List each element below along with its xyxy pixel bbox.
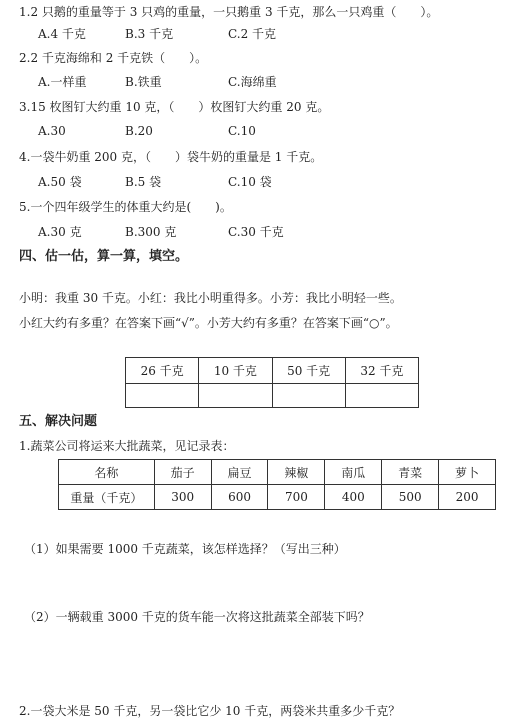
q2-option-b: B.铁重 — [125, 75, 162, 89]
q4-option-c: C.10 袋 — [228, 175, 272, 189]
vegetable-name-cell: 茄子 — [154, 460, 211, 485]
q4-option-b: B.5 袋 — [125, 175, 162, 189]
question-5: 5.一个四年级学生的体重大约是( )。 — [19, 200, 232, 214]
answer-cell[interactable] — [272, 384, 345, 408]
question-3: 3.15 枚图钉大约重 10 克，（ ）枚图钉大约重 20 克。 — [19, 100, 330, 114]
sub-question-2: （2）一辆载重 3000 千克的货车能一次将这批蔬菜全部装下吗？ — [24, 610, 370, 624]
question-1: 1.2 只鹅的重量等于 3 只鸡的重量，一只鹅重 3 千克，那么一只鸡重（ ）。 — [19, 5, 439, 19]
vegetable-name-cell: 南瓜 — [325, 460, 382, 485]
section-4-statement: 小明：我重 30 千克。小红：我比小明重得多。小芳：我比小明轻一些。 — [19, 291, 402, 305]
vegetable-weight-cell: 700 — [268, 485, 325, 510]
question-2: 2.2 千克海绵和 2 千克铁（ ）。 — [19, 51, 208, 65]
answer-cell[interactable] — [199, 384, 272, 408]
answer-cell[interactable] — [345, 384, 418, 408]
q4-option-a: A.50 袋 — [38, 175, 82, 189]
table-row-label: 重量（千克） — [59, 485, 155, 510]
weight-choice-table — [125, 357, 419, 408]
vegetable-name-cell: 辣椒 — [268, 460, 325, 485]
question-4: 4.一袋牛奶重 200 克，（ ）袋牛奶的重量是 1 千克。 — [19, 150, 323, 164]
vegetable-name-cell: 青菜 — [382, 460, 439, 485]
vegetable-weight-cell: 500 — [382, 485, 439, 510]
vegetable-weight-cell: 600 — [211, 485, 268, 510]
weight-option-cell: 50 千克 — [272, 358, 345, 384]
vegetable-name-cell: 萝卜 — [439, 460, 496, 485]
q5-option-a: A.30 克 — [38, 225, 82, 239]
q5-option-b: B.300 克 — [125, 225, 177, 239]
vegetable-weight-cell: 400 — [325, 485, 382, 510]
vegetable-weight-cell: 200 — [439, 485, 496, 510]
q3-option-a: A.30 — [38, 124, 66, 138]
q5-option-c: C.30 千克 — [228, 225, 284, 239]
problem-2: 2.一袋大米是 50 千克，另一袋比它少 10 千克，两袋米共重多少千克？ — [19, 704, 401, 718]
vegetable-weight-cell: 300 — [154, 485, 211, 510]
section-5-title: 五、解决问题 — [19, 414, 98, 429]
q1-option-a: A.4 千克 — [38, 27, 86, 41]
section-4-instruction: 小红大约有多重？在答案下画“√”。小芳大约有多重？在答案下画“○”。 — [19, 316, 398, 330]
q1-option-b: B.3 千克 — [125, 27, 174, 41]
vegetable-name-cell: 扁豆 — [211, 460, 268, 485]
answer-cell[interactable] — [126, 384, 199, 408]
weight-option-cell: 26 千克 — [126, 358, 199, 384]
weight-option-cell: 10 千克 — [199, 358, 272, 384]
section-4-title: 四、估一估，算一算，填空。 — [19, 249, 189, 264]
q3-option-b: B.20 — [125, 124, 153, 138]
q2-option-a: A.一样重 — [38, 75, 87, 89]
q3-option-c: C.10 — [228, 124, 256, 138]
weight-option-cell: 32 千克 — [345, 358, 418, 384]
problem-1: 1.蔬菜公司将运来大批蔬菜，见记录表： — [19, 439, 235, 453]
table-header-label: 名称 — [59, 460, 155, 485]
q2-option-c: C.海绵重 — [228, 75, 277, 89]
vegetable-record-table — [58, 459, 496, 510]
sub-question-1: （1）如果需要 1000 千克蔬菜，该怎样选择？（写出三种） — [24, 542, 346, 556]
q1-option-c: C.2 千克 — [228, 27, 277, 41]
